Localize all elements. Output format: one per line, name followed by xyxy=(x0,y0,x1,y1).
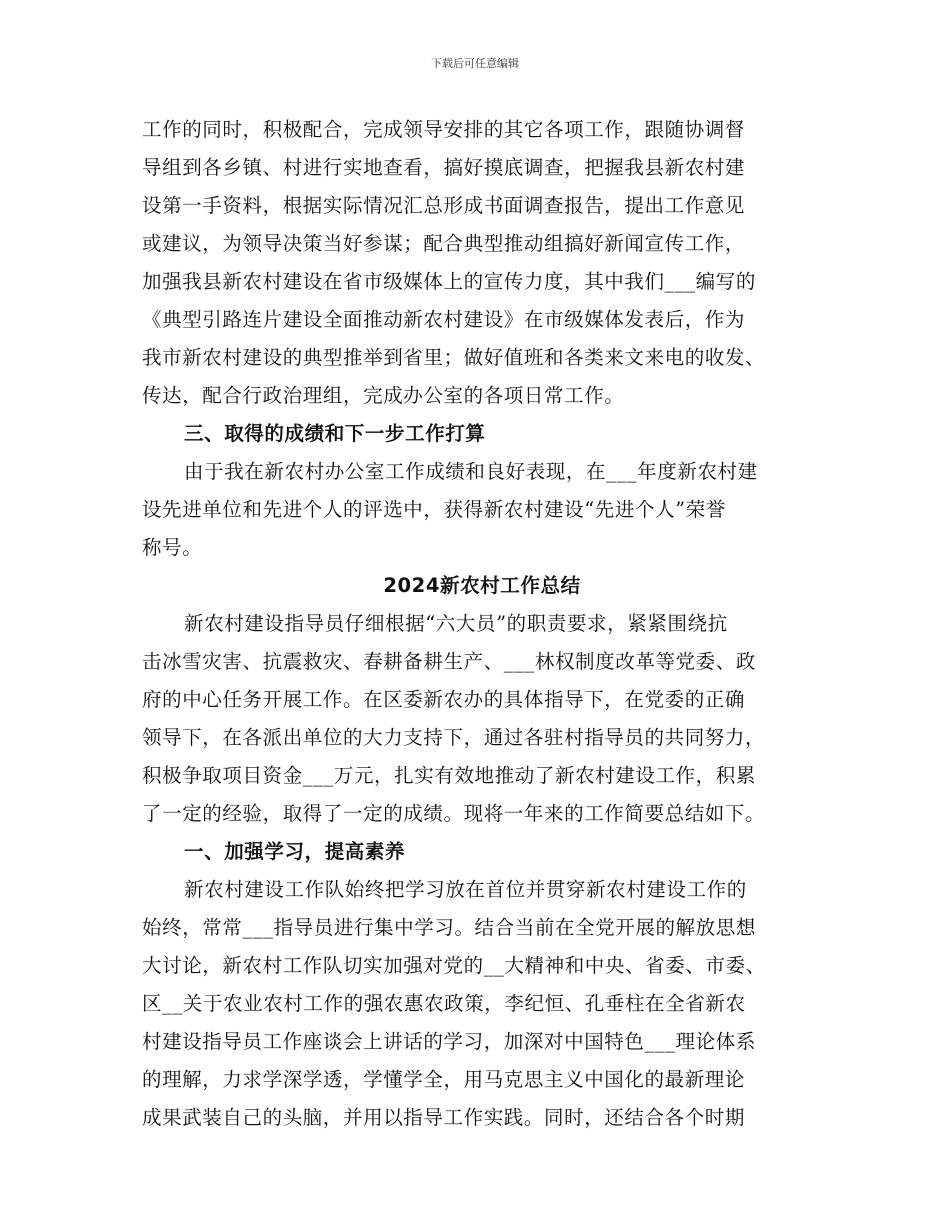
text-line: 由于我在新农村办公室工作成绩和良好表现，在___年度新农村建 xyxy=(184,460,758,483)
document-body xyxy=(142,111,822,1137)
text-line: 我市新农村建设的典型推举到省里；做好值班和各类来文来电的收发、 xyxy=(142,346,766,369)
text-line: 传达，配合行政治理组，完成办公室的各项日常工作。 xyxy=(142,384,625,407)
text-line: 积极争取项目资金___万元，扎实有效地推动了新农村建设工作，积累 xyxy=(142,764,756,787)
text-line: 的理解，力求学深学透，学懂学全，用马克思主义中国化的最新理论 xyxy=(142,1068,746,1091)
text-line: 导组到各乡镇、村进行实地查看，搞好摸底调查，把握我县新农村建 xyxy=(142,156,746,179)
section-heading: 一、加强学习，提高素养 xyxy=(184,840,406,863)
text-line: 领导下，在各派出单位的大力支持下，通过各驻村指导员的共同努力， xyxy=(142,726,766,749)
text-line: 加强我县新农村建设在省市级媒体上的宣传力度，其中我们___编写的 xyxy=(142,270,756,293)
text-line: 区__关于农业农村工作的强农惠农政策，李纪恒、孔垂柱在全省新农 xyxy=(142,992,746,1015)
text-line: 设第一手资料，根据实际情况汇总形成书面调查报告，提出工作意见 xyxy=(142,194,746,217)
text-line: 工作的同时，积极配合，完成领导安排的其它各项工作，跟随协调督 xyxy=(142,118,746,141)
text-line: 了一定的经验，取得了一定的成绩。现将一年来的工作简要总结如下。 xyxy=(142,802,766,825)
text-line: 《典型引路连片建设全面推动新农村建设》在市级媒体发表后，作为 xyxy=(142,308,746,331)
text-line: 新农村建设指导员仔细根据“六大员”的职责要求，紧紧围绕抗 xyxy=(184,612,728,635)
page-header: 下载后可任意编辑 xyxy=(431,57,519,70)
text-line: 新农村建设工作队始终把学习放在首位并贯穿新农村建设工作的 xyxy=(184,878,747,901)
text-line: 大讨论，新农村工作队切实加强对党的__大精神和中央、省委、市委、 xyxy=(142,954,766,977)
text-line: 成果武装自己的头脑，并用以指导工作实践。同时，还结合各个时期 xyxy=(142,1106,746,1129)
text-line: 始终，常常___指导员进行集中学习。结合当前在全党开展的解放思想 xyxy=(142,916,756,939)
text-line: 村建设指导员工作座谈会上讲话的学习，加深对中国特色___理论体系 xyxy=(142,1030,756,1053)
text-line: 击冰雪灾害、抗震救灾、春耕备耕生产、___林权制度改革等党委、政 xyxy=(142,650,756,673)
text-line: 府的中心任务开展工作。在区委新农办的具体指导下，在党委的正确 xyxy=(142,688,746,711)
text-line: 称号。 xyxy=(142,536,203,559)
text-line: 设先进单位和先进个人的评选中，获得新农村建设“先进个人”荣誉 xyxy=(142,498,726,521)
text-line: 或建议，为领导决策当好参谋；配合典型推动组搞好新闻宣传工作， xyxy=(142,232,746,255)
document-title: 2024新农村工作总结 xyxy=(383,574,581,597)
section-heading: 三、取得的成绩和下一步工作打算 xyxy=(184,422,486,445)
